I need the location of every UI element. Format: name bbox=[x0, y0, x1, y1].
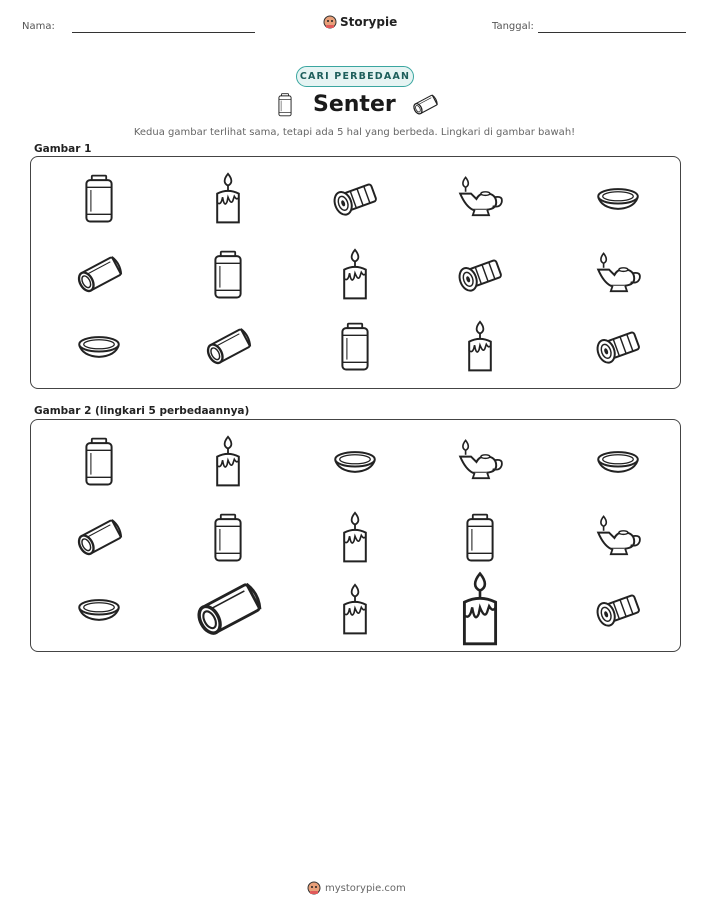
flashlight-icon bbox=[453, 248, 507, 302]
battery-icon[interactable] bbox=[453, 511, 507, 565]
storypie-mascot-icon bbox=[307, 880, 321, 896]
activity-badge: CARI PERBEDAAN bbox=[296, 66, 414, 87]
page-title: Senter bbox=[313, 92, 396, 117]
footer-url[interactable]: mystorypie.com bbox=[325, 882, 406, 894]
candle-icon[interactable] bbox=[328, 511, 382, 565]
oil-lamp-icon[interactable] bbox=[453, 435, 507, 489]
flashlight-icon bbox=[591, 320, 645, 374]
panel1-label: Gambar 1 bbox=[34, 143, 92, 155]
storypie-mascot-icon bbox=[323, 14, 337, 30]
panel2-label: Gambar 2 (lingkari 5 perbedaannya) bbox=[34, 405, 250, 417]
candle-icon[interactable] bbox=[441, 571, 519, 649]
battery-icon bbox=[201, 248, 255, 302]
battery-icon[interactable] bbox=[201, 511, 255, 565]
flashlight-icon[interactable] bbox=[591, 583, 645, 637]
bowl-icon[interactable] bbox=[72, 583, 126, 637]
battery-icon bbox=[328, 320, 382, 374]
date-label: Tanggal: bbox=[492, 21, 534, 32]
battery-icon bbox=[72, 172, 126, 226]
candle-icon[interactable] bbox=[328, 583, 382, 637]
oil-lamp-icon[interactable] bbox=[591, 511, 645, 565]
footer bbox=[307, 880, 406, 896]
candle-icon bbox=[328, 248, 382, 302]
bowl-icon bbox=[72, 320, 126, 374]
name-label: Nama: bbox=[22, 21, 55, 32]
candle-icon[interactable] bbox=[201, 435, 255, 489]
battery-icon bbox=[272, 90, 298, 120]
flashlight-icon bbox=[328, 172, 382, 226]
pipe-icon bbox=[72, 248, 126, 302]
candle-icon bbox=[201, 172, 255, 226]
brand-logo bbox=[323, 14, 397, 30]
oil-lamp-icon bbox=[453, 172, 507, 226]
instructions: Kedua gambar terlihat sama, tetapi ada 5 hal yang berbeda. Lingkari di gambar bawah! bbox=[133, 127, 576, 138]
pipe-icon bbox=[201, 320, 255, 374]
pipe-icon[interactable] bbox=[189, 571, 267, 649]
candle-icon bbox=[453, 320, 507, 374]
battery-icon[interactable] bbox=[72, 435, 126, 489]
picture-panel-1 bbox=[30, 156, 681, 389]
pipe-icon[interactable] bbox=[72, 511, 126, 565]
bowl-icon bbox=[591, 172, 645, 226]
bowl-icon[interactable] bbox=[328, 435, 382, 489]
pipe-icon bbox=[408, 90, 442, 120]
name-field[interactable] bbox=[72, 32, 255, 33]
date-field[interactable] bbox=[538, 32, 686, 33]
oil-lamp-icon bbox=[591, 248, 645, 302]
picture-panel-2[interactable] bbox=[30, 419, 681, 652]
bowl-icon[interactable] bbox=[591, 435, 645, 489]
brand-name: Storypie bbox=[340, 15, 398, 29]
